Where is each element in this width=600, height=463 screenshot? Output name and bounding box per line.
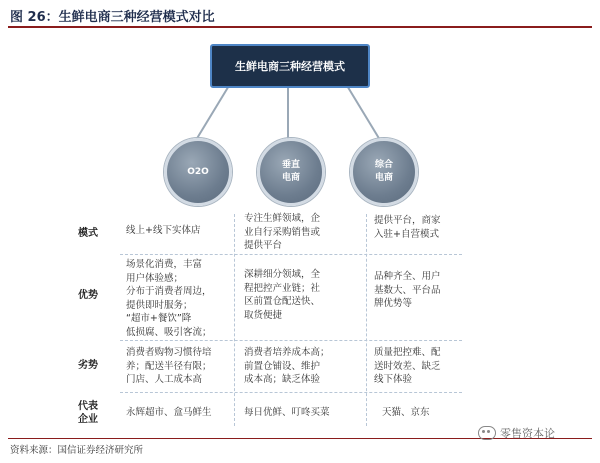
row-label-representatives: 代表 企业 <box>78 401 98 425</box>
row-label-weaknesses: 劣势 <box>78 360 98 371</box>
row-label-mode: 模式 <box>78 228 98 239</box>
cell-representatives-vertical: 每日优鲜、叮咚买菜 <box>244 407 330 418</box>
row-divider <box>120 392 462 393</box>
cell-representatives-o2o: 永辉超市、盒马鲜生 <box>126 407 212 418</box>
cell-weaknesses-vertical: 消费者培养成本高； 前置仓铺设、维护 成本高；缺乏体验 <box>244 347 330 385</box>
cell-mode-vertical: 专注生鲜领域，企 业自行采购销售或 提供平台 <box>244 213 321 251</box>
watermark <box>478 425 555 441</box>
cell-weaknesses-comprehensive: 质量把控难、配 送时效差、缺乏 线下体验 <box>374 347 441 385</box>
model-node-label: O2O <box>187 166 209 177</box>
row-label-strengths: 优势 <box>78 290 98 301</box>
column-divider <box>366 214 367 426</box>
cell-strengths-comprehensive: 品种齐全、用户 基数大、平台品 牌优势等 <box>374 271 441 309</box>
cell-strengths-vertical: 深耕细分领域，全 程把控产业链；社 区前置仓配送快、 取货便捷 <box>244 269 321 321</box>
row-divider <box>120 340 462 341</box>
column-divider <box>234 214 235 426</box>
cell-weaknesses-o2o: 消费者购物习惯待培 养；配送半径有限； 门店、人工成本高 <box>126 347 212 385</box>
cell-strengths-o2o: 场景化消费，丰富 用户体验感； 分布于消费者周边， 提供即时服务； “超市+餐饮”降 低损腐、吸引客流； <box>126 259 212 338</box>
model-node-o2o <box>164 138 232 206</box>
model-node-label: 垂直 电商 <box>281 160 300 183</box>
connector-comprehensive <box>346 84 380 140</box>
model-node-comprehensive <box>350 138 418 206</box>
figure-source: 资料来源：国信证券经济研究所 <box>10 445 144 456</box>
figure-title: 图 26：生鲜电商三种经营模式对比 <box>10 10 215 25</box>
cell-mode-comprehensive: 提供平台，商家 入驻+自营模式 <box>374 215 441 240</box>
watermark-text: 零售资本论 <box>500 427 555 440</box>
row-divider <box>120 254 462 255</box>
wechat-icon <box>478 426 496 440</box>
cell-mode-o2o: 线上+线下实体店 <box>126 225 201 236</box>
cell-representatives-comprehensive: 天猫、京东 <box>382 407 430 418</box>
root-node: 生鲜电商三种经营模式 <box>210 44 370 88</box>
connector-o2o <box>196 84 230 140</box>
model-node-label: 综合 电商 <box>374 160 393 183</box>
model-node-vertical <box>257 138 325 206</box>
